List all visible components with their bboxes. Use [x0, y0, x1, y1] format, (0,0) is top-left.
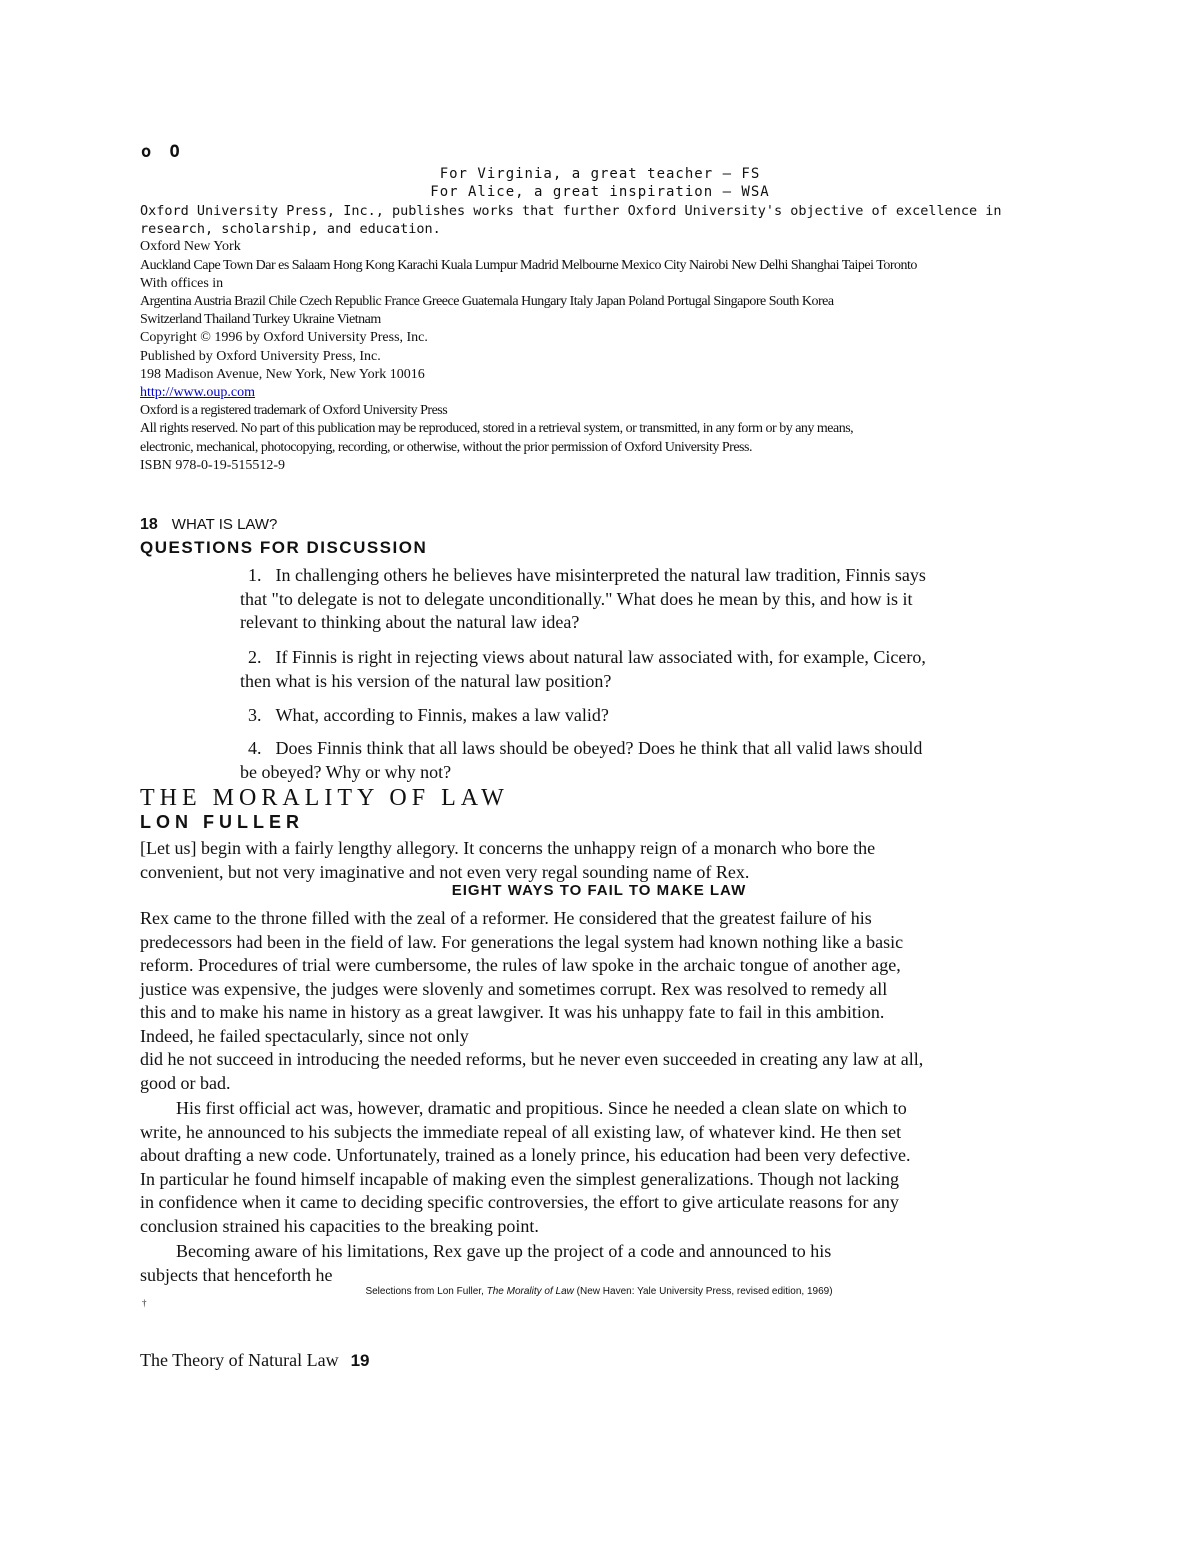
body-line: good or bad. — [140, 1072, 231, 1093]
copyright-notice: Copyright © 1996 by Oxford University Press, Inc. — [140, 330, 428, 346]
body-line: this and to make his name in history as a great lawgiver. It was his unhappy fate to fail in this ambition. — [140, 1002, 885, 1022]
body-line: justice was expensive, the judges were slovenly and sometimes corrupt. Rex was resolved to remedy all — [140, 978, 888, 999]
publisher-statement: Oxford University Press, Inc., publishes works that further Oxford University's objective of excellence in research, scholarship, and education. — [140, 203, 1002, 238]
body-line: subjects that henceforth he — [140, 1264, 333, 1285]
body-line: convenient, but not very imaginative and not even very regal sounding name of Rex. — [140, 861, 750, 882]
body-line: did he not succeed in introducing the needed reforms, but he never even succeeded in creating any law at all, — [140, 1049, 924, 1069]
article-author: LON FULLER — [140, 812, 304, 832]
footnote-book-title: The Morality of Law — [486, 1286, 574, 1297]
offices-list: Switzerland Thailand Turkey Ukraine Vietnam — [140, 312, 381, 328]
question-text: If Finnis is right in rejecting views about natural law associated with, for example, Cicero, — [275, 647, 926, 667]
publisher-address: 198 Madison Avenue, New York, New York 10016 — [140, 366, 425, 382]
running-footer — [140, 1350, 370, 1371]
trademark-notice: Oxford is a registered trademark of Oxford University Press — [140, 403, 448, 419]
question-text: In challenging others he believes have misinterpreted the natural law tradition, Finnis says — [275, 565, 926, 585]
body-line: Becoming aware of his limitations, Rex gave up the project of a code and announced to his — [176, 1241, 832, 1261]
body-line: Indeed, he failed spectacularly, since not only — [140, 1025, 469, 1046]
running-head-title: WHAT IS LAW? — [171, 516, 278, 533]
source-footnote — [140, 1286, 1058, 1297]
section-subheading: EIGHT WAYS TO FAIL TO MAKE LAW — [451, 882, 747, 899]
body-line: about drafting a new code. Unfortunately, trained as a lonely prince, his education had been very defective. — [140, 1145, 911, 1165]
question-item — [240, 704, 1060, 728]
footnote-prefix: Selections from Lon Fuller, — [365, 1286, 487, 1297]
question-number: 1. — [248, 565, 262, 585]
body-paragraph — [140, 907, 1058, 1095]
isbn: ISBN 978-0-19-515512-9 — [140, 457, 286, 473]
body-line: write, he announced to his subjects the immediate repeal of all existing law, of whatever kind. He then set — [140, 1121, 902, 1142]
body-line: His first official act was, however, dramatic and propitious. Since he needed a clean slate on which to — [176, 1098, 907, 1118]
rights-notice: All rights reserved. No part of this publication may be reproduced, stored in a retrieval system, or transmitted, in any form or by any means, — [140, 421, 854, 437]
footnote-mark: † — [142, 1298, 147, 1308]
question-item — [240, 646, 1060, 693]
publisher-link[interactable]: http://www.oup.com — [140, 385, 255, 401]
intro-paragraph — [140, 837, 1058, 884]
body-paragraph — [140, 1240, 1058, 1287]
footnote-suffix: (New Haven: Yale University Press, revised edition, 1969) — [573, 1286, 833, 1297]
questions-heading: QUESTIONS FOR DISCUSSION — [140, 538, 428, 557]
question-text: relevant to thinking about the natural law idea? — [240, 612, 580, 632]
question-text: What, according to Finnis, makes a law valid? — [275, 705, 609, 725]
question-number: 2. — [248, 647, 262, 667]
body-line: in confidence when it came to deciding specific controversies, the effort to give articulate reasons for any — [140, 1192, 899, 1212]
offices-list: Argentina Austria Brazil Chile Czech Republic France Greece Guatemala Hungary Italy Japan Poland Portugal Singapore South Korea — [140, 294, 834, 310]
copyright-block — [140, 202, 1060, 475]
publisher-cities: Oxford New York — [140, 239, 241, 255]
question-item — [240, 737, 1060, 784]
question-item — [240, 564, 1060, 635]
body-paragraph — [140, 1097, 1058, 1238]
body-line: reform. Procedures of trial were cumbersome, the rules of law spoke in the archaic tongue of another age, — [140, 955, 901, 975]
body-line: Rex came to the throne filled with the zeal of a reformer. He considered that the greatest failure of his — [140, 908, 872, 928]
page-marker: o O — [141, 142, 184, 162]
question-number: 4. — [248, 738, 262, 758]
body-line: In particular he found himself incapable of making even the simplest generalizations. Though not lacking — [140, 1168, 899, 1189]
question-number: 3. — [248, 705, 262, 725]
dedication-line: For Alice, a great inspiration — WSA — [430, 184, 770, 200]
article-title: THE MORALITY OF LAW — [140, 785, 509, 811]
body-line: [Let us] begin with a fairly lengthy allegory. It concerns the unhappy reign of a monarch who bore the — [140, 838, 876, 858]
running-head-page-number: 18 — [140, 516, 158, 533]
question-text: then what is his version of the natural law position? — [240, 670, 612, 691]
publisher-cities-list: Auckland Cape Town Dar es Salaam Hong Kong Karachi Kuala Lumpur Madrid Melbourne Mexico City Nairobi New Delhi Shanghai Taipei Toronto — [140, 257, 917, 273]
footer-title: The Theory of Natural Law — [140, 1350, 339, 1370]
dedication-line: For Virginia, a great teacher — FS — [439, 166, 761, 182]
running-head — [140, 516, 277, 534]
body-line: predecessors had been in the field of law. For generations the legal system had known nothing like a basic — [140, 931, 904, 952]
rights-notice: electronic, mechanical, photocopying, recording, or otherwise, without the prior permission of Oxford University Press. — [140, 439, 752, 455]
question-text: Does Finnis think that all laws should be obeyed? Does he think that all valid laws should — [275, 738, 923, 758]
offices-label: With offices in — [140, 275, 224, 291]
publisher-line: Published by Oxford University Press, Inc. — [140, 348, 381, 364]
body-line: conclusion strained his capacities to the breaking point. — [140, 1215, 539, 1236]
question-text: be obeyed? Why or why not? — [240, 761, 452, 782]
footer-page-number: 19 — [350, 1351, 370, 1370]
question-text: that "to delegate is not to delegate unconditionally." What does he mean by this, and how is it — [240, 588, 913, 609]
